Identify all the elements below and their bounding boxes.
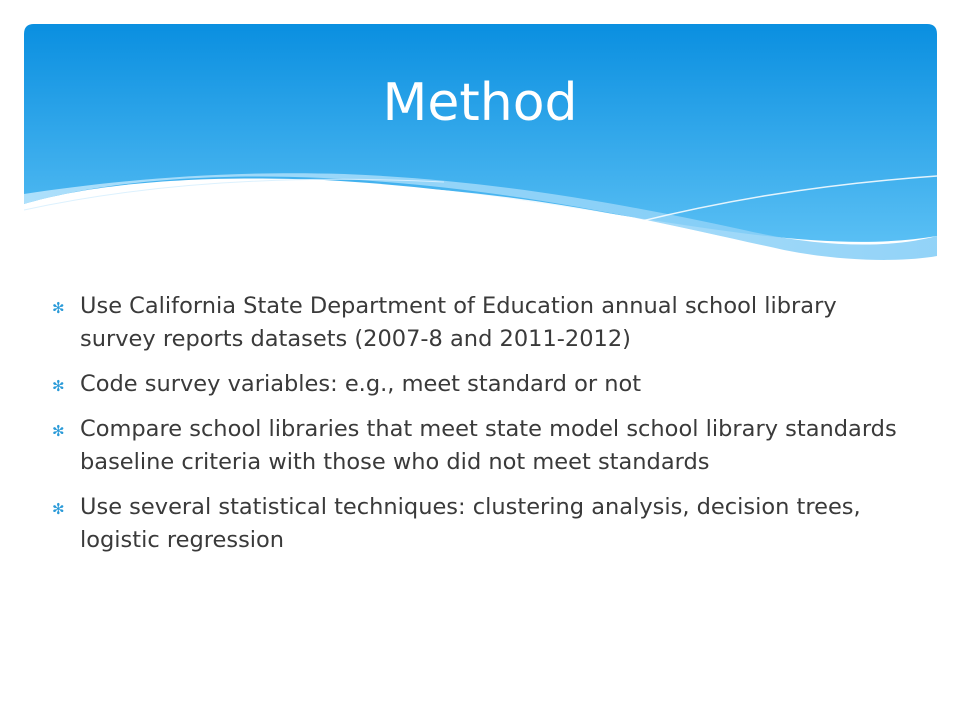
bullet-item xyxy=(50,413,910,479)
title-banner xyxy=(24,24,937,274)
wave-banner-graphic xyxy=(24,24,937,274)
asterisk-bullet-icon: ✻ xyxy=(52,377,65,395)
bullet-item xyxy=(50,290,910,356)
asterisk-bullet-icon: ✻ xyxy=(52,299,65,317)
bullet-item xyxy=(50,368,910,401)
bullet-text: Code survey variables: e.g., meet standard or not xyxy=(80,371,642,397)
slide-title: Method xyxy=(382,73,578,133)
bullet-text: Use several statistical techniques: clustering analysis, decision trees, logistic regression xyxy=(80,494,861,553)
bullet-item xyxy=(50,491,910,557)
bullet-text: Use California State Department of Education annual school library survey reports datasets (2007-8 and 2011-2012) xyxy=(80,293,837,352)
bullet-list xyxy=(50,290,910,569)
asterisk-bullet-icon: ✻ xyxy=(52,500,65,518)
asterisk-bullet-icon: ✻ xyxy=(52,422,65,440)
bullet-text: Compare school libraries that meet state model school library standards baseline criteria with those who did not meet standards xyxy=(80,416,897,475)
